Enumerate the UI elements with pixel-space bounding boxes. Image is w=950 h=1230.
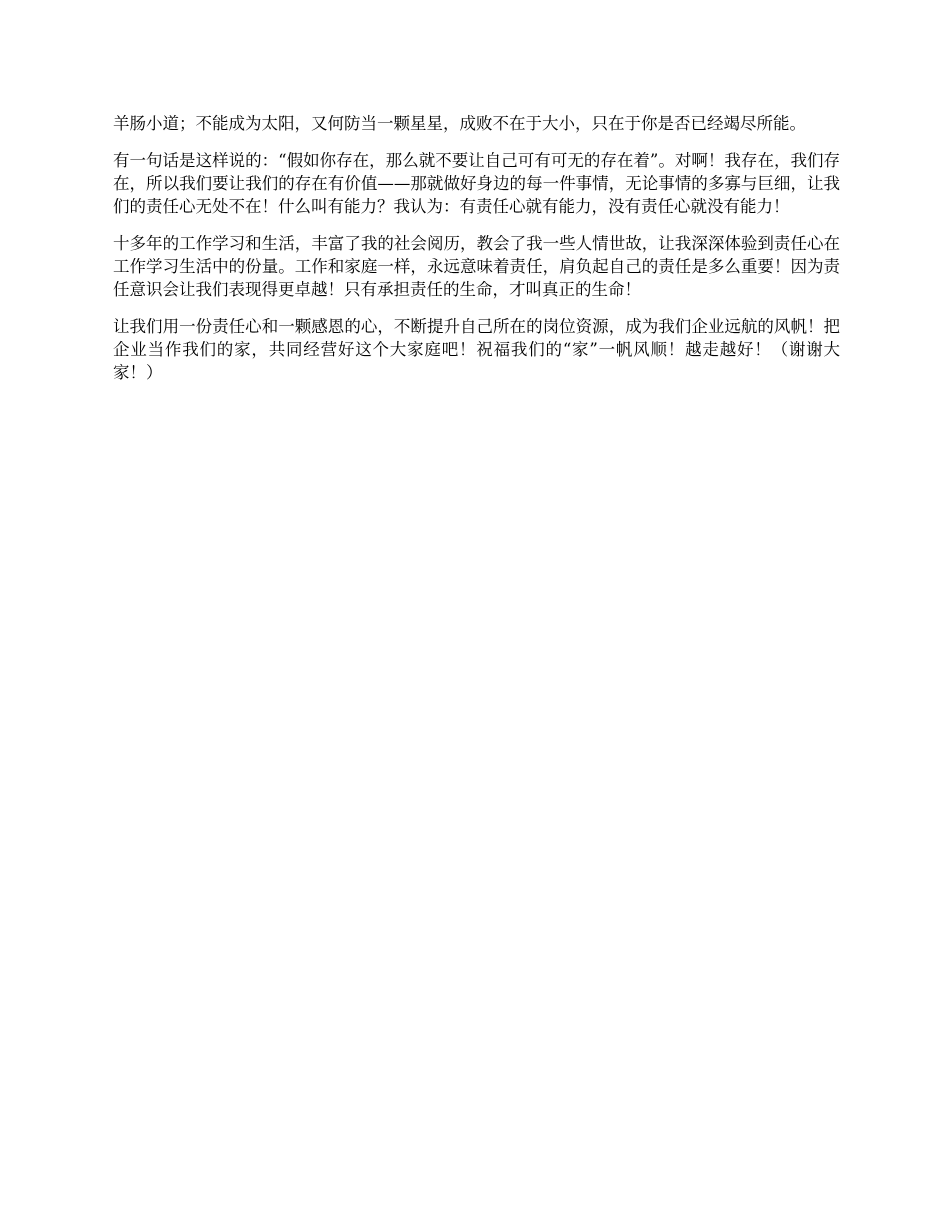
paragraph-3: 十多年的工作学习和生活，丰富了我的社会阅历，教会了我一些人情世故，让我深深体验到责任心在工作学习生活中的份量。工作和家庭一样，永远意味着责任，肩负起自己的责任是多么重要！因为责任意识会让我们表现得更卓越！只有承担责任的生命，才叫真正的生命！ [113,234,840,299]
paragraph-2: 有一句话是这样说的：“假如你存在，那么就不要让自己可有可无的存在着”。对啊！我存在，我们存在，所以我们要让我们的存在有价值——那就做好身边的每一件事情，无论事情的多寡与巨细，让我们的责任心无处不在！什么叫有能力？我认为：有责任心就有能力，没有责任心就没有能力！ [113,151,840,216]
paragraph-4: 让我们用一份责任心和一颗感恩的心，不断提升自己所在的岗位资源，成为我们企业远航的风帆！把企业当作我们的家，共同经营好这个大家庭吧！祝福我们的“家”一帆风顺！越走越好！（谢谢大家！） [113,317,840,382]
paragraph-1: 羊肠小道；不能成为太阳，又何防当一颗星星，成败不在于大小，只在于你是否已经竭尽所能。 [113,114,806,133]
document-body [113,112,840,398]
